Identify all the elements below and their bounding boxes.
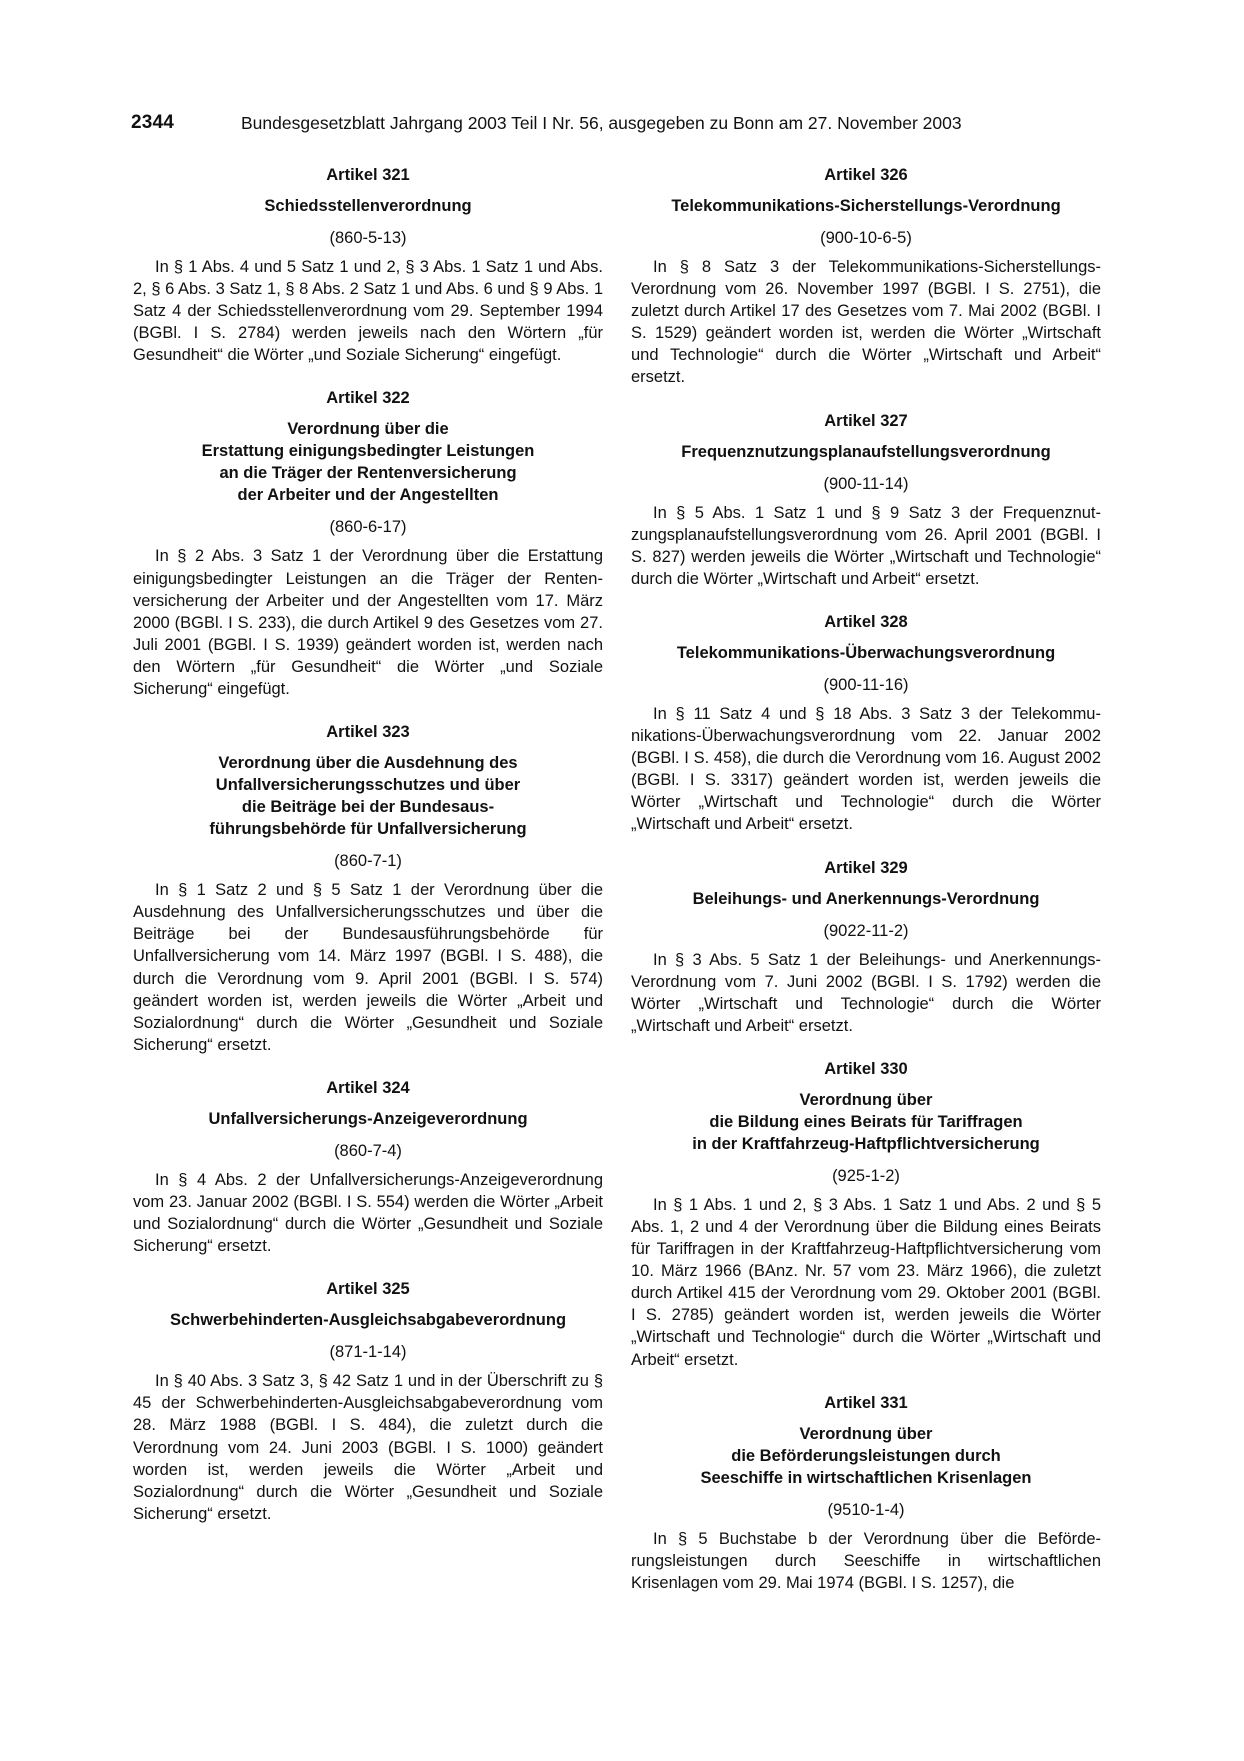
article-title-line: in der Kraftfahrzeug-Haftpflichtversicherung [692, 1134, 1040, 1153]
article-title-line: Unfallversicherungsschutzes und über [215, 776, 521, 795]
article-body: In § 5 Buchstabe b der Verordnung über die Beförderungsleistungen durch Seeschiffe in wirtschaftlichen Krisenlagen vom 29. Mai 1974 (BGBl. I S. 1257), die [631, 1529, 1101, 1592]
article-code: (860-7-1) [334, 852, 402, 871]
article-title-line: Verordnung über die [287, 420, 449, 439]
article-number: Artikel 328 [824, 612, 908, 631]
article-body: In § 40 Abs. 3 Satz 3, § 42 Satz 1 und in der Überschrift zu § 45 der Schwerbehinderten-Ausgleichsabgabeverordnung vom 28. März 1988 (BGBl. I S. 484), die zuletzt durch die Verordnung vom 24. Juni 2003 (BGBl. I S. 1000) geändert worden ist, werden jeweils die Wörter „Arbeit und Sozialordnung“ durch die Wörter „Gesundheit und Soziale Sicherung“ ersetzt. [133, 1372, 603, 1523]
article-code: (871-1-14) [329, 1343, 407, 1362]
article-body: In § 1 Abs. 4 und 5 Satz 1 und 2, § 3 Abs. 1 Satz 1 und Abs. 2, § 6 Abs. 3 Satz 1, § 8 Abs. 2 Satz 1 und Abs. 6 und § 9 Abs. 1 Satz 4 der Schiedsstellenverordnung vom 29. September 1994 (BGBl. I S. 2784) werden jeweils nach den Wörtern „für Gesundheit“ die Wörter „und Soziale Sicherung“ eingefügt. [133, 258, 603, 365]
article-code: (860-5-13) [329, 229, 407, 247]
article-title [133, 195, 603, 217]
article-title-line: Schiedsstellenverordnung [264, 197, 472, 215]
article-title-line: Beleihungs- und Anerkennungs-Verordnung [692, 889, 1040, 908]
right-column [631, 164, 1101, 1615]
article-title-line: die Beförderungsleistungen durch [731, 1446, 1001, 1465]
article-number: Artikel 325 [326, 1280, 410, 1299]
gazette-title: Bundesgesetzblatt Jahrgang 2003 Teil I Nr. 56, ausgegeben zu Bonn am 27. November 2003 [241, 113, 962, 133]
article-title-line: Erstattung einigungsbedingter Leistungen [201, 442, 535, 461]
article-code: (860-6-17) [329, 518, 407, 537]
article-330 [631, 1058, 1101, 1371]
article-324 [133, 1077, 603, 1257]
article-328 [631, 611, 1101, 836]
article-title [133, 1108, 603, 1130]
article-title-line: führungsbehörde für Unfallversicherung [209, 820, 527, 839]
article-body: In § 11 Satz 4 und § 18 Abs. 3 Satz 3 der Telekommunikations-Überwachungsverordnung vom 22. Januar 2002 (BGBl. I S. 458), die durch die Verordnung vom 16. August 2002 (BGBl. I S. 3317) geändert worden ist, werden jeweils die Wörter „Wirtschaft und Technologie“ durch die Wörter „Wirtschaft und Arbeit“ ersetzt. [631, 704, 1101, 834]
article-title [631, 195, 1101, 217]
article-title [133, 418, 603, 506]
article-number: Artikel 327 [824, 411, 908, 430]
article-title-line: an die Träger der Rentenversicherung [219, 464, 517, 483]
article-number: Artikel 331 [824, 1393, 908, 1412]
article-body: In § 1 Abs. 1 und 2, § 3 Abs. 1 Satz 1 und Abs. 2 und § 5 Abs. 1, 2 und 4 der Verordnung über die Bildung eines Beirats für Tariffragen in der Kraftfahrzeug-Haftpflichtversicherung vom 10. März 1966 (BAnz. Nr. 57 vom 23. März 1966), die zuletzt durch Artikel 415 der Verordnung vom 29. Oktober 2001 (BGBl. I S. 2785) geändert worden ist, werden jeweils die Wörter „Wirtschaft und Technologie“ durch die Wörter „Wirtschaft und Arbeit“ ersetzt. [631, 1195, 1101, 1369]
article-number: Artikel 326 [824, 166, 908, 184]
article-code: (925-1-2) [832, 1166, 900, 1185]
article-number: Artikel 330 [824, 1059, 908, 1078]
article-body: In § 4 Abs. 2 der Unfallversicherungs-Anzeigeverordnung vom 23. Januar 2002 (BGBl. I S. 554) werden die Wörter „Arbeit und Sozialordnung“ durch die Wörter „Gesundheit und Soziale Sicherung“ ersetzt. [133, 1170, 603, 1256]
article-322 [133, 387, 603, 700]
article-title [631, 642, 1101, 664]
article-code: (860-7-4) [334, 1141, 402, 1160]
article-code: (9510-1-4) [827, 1500, 905, 1519]
article-title-line: Telekommunikations-Überwachungsverordnung [676, 643, 1056, 662]
article-number: Artikel 324 [326, 1078, 410, 1097]
left-column [133, 164, 603, 1546]
article-body: In § 3 Abs. 5 Satz 1 der Beleihungs- und Anerkennungs-Verordnung vom 7. Juni 2002 (BGBl. I S. 1792) werden die Wörter „Wirtschaft und Technologie“ durch die Wörter „Wirtschaft und Arbeit“ ersetzt. [631, 950, 1101, 1035]
article-321 [133, 164, 603, 366]
article-title [631, 1089, 1101, 1155]
article-331 [631, 1392, 1101, 1594]
article-327 [631, 410, 1101, 590]
article-325 [133, 1278, 603, 1525]
article-title-line: Telekommunikations-Sicherstellungs-Verordnung [671, 197, 1061, 215]
article-title [133, 752, 603, 840]
article-body: In § 1 Satz 2 und § 5 Satz 1 der Verordnung über die Ausdehnung des Unfallversicherungsschutzes und über die Beiträge bei der Bundesausführungsbehörde für Unfallversicherung vom 14. März 1997 (BGBl. I S. 488), die durch die Verordnung vom 9. April 2001 (BGBl. I S. 574) geändert worden ist, werden jeweils die Wörter „Arbeit und Sozialordnung“ durch die Wörter „Gesundheit und Soziale Sicherung“ ersetzt. [133, 881, 603, 1054]
article-326 [631, 164, 1101, 389]
article-title-line: die Bildung eines Beirats für Tariffragen [709, 1112, 1023, 1131]
article-title-line: Schwerbehinderten-Ausgleichsabgabeverordnung [169, 1311, 567, 1330]
article-title [631, 441, 1101, 463]
article-title-line: der Arbeiter und der Angestellten [237, 486, 499, 505]
article-title [133, 1309, 603, 1331]
article-number: Artikel 329 [824, 858, 908, 877]
article-329 [631, 857, 1101, 1037]
article-title [631, 888, 1101, 910]
article-body: In § 2 Abs. 3 Satz 1 der Verordnung über die Erstattung einigungsbedingter Leistungen an die Träger der Rentenversicherung der Arbeiter und der Angestellten vom 17. März 2000 (BGBl. I S. 233), die durch Artikel 9 des Gesetzes vom 27. Juli 2001 (BGBl. I S. 1939) geändert worden ist, werden nach den Wörtern „für Gesundheit“ die Wörter „und Soziale Sicherung“ eingefügt. [133, 547, 603, 699]
article-body: In § 5 Abs. 1 Satz 1 und § 9 Satz 3 der Frequenznutzungsplanaufstellungsverordnung vom 26. April 2001 (BGBl. I S. 827) werden jeweils die Wörter „Wirtschaft und Technologie“ durch die Wörter „Wirtschaft und Arbeit“ ersetzt. [631, 503, 1101, 588]
page-header [131, 112, 1111, 138]
article-body: In § 8 Satz 3 der Telekommunikations-Sicherstellungs-Verordnung vom 26. November 1997 (BGBl. I S. 2751), die zuletzt durch Artikel 17 des Gesetzes vom 7. Mai 2002 (BGBl. I S. 1529) geändert worden ist, werden die Wörter „Wirtschaft und Technologie“ durch die Wörter „Wirtschaft und Arbeit“ ersetzt. [631, 258, 1101, 387]
article-number: Artikel 322 [326, 389, 410, 408]
article-title-line: Seeschiffe in wirtschaftlichen Krisenlagen [700, 1468, 1032, 1487]
article-title [631, 1423, 1101, 1489]
article-number: Artikel 321 [326, 166, 410, 184]
article-title-line: Unfallversicherungs-Anzeigeverordnung [208, 1109, 528, 1128]
article-title-line: Verordnung über [799, 1424, 933, 1443]
article-code: (9022-11-2) [823, 921, 909, 940]
article-code: (900-11-16) [823, 675, 909, 694]
page-number: 2344 [131, 112, 175, 133]
article-code: (900-10-6-5) [820, 229, 912, 247]
article-title-line: Verordnung über die Ausdehnung des [218, 754, 518, 773]
article-code: (900-11-14) [823, 474, 909, 493]
article-323 [133, 721, 603, 1056]
article-title-line: Frequenznutzungsplanaufstellungsverordnung [681, 442, 1051, 461]
article-number: Artikel 323 [326, 723, 410, 742]
article-title-line: die Beiträge bei der Bundesaus- [241, 798, 495, 817]
article-title-line: Verordnung über [799, 1090, 933, 1109]
